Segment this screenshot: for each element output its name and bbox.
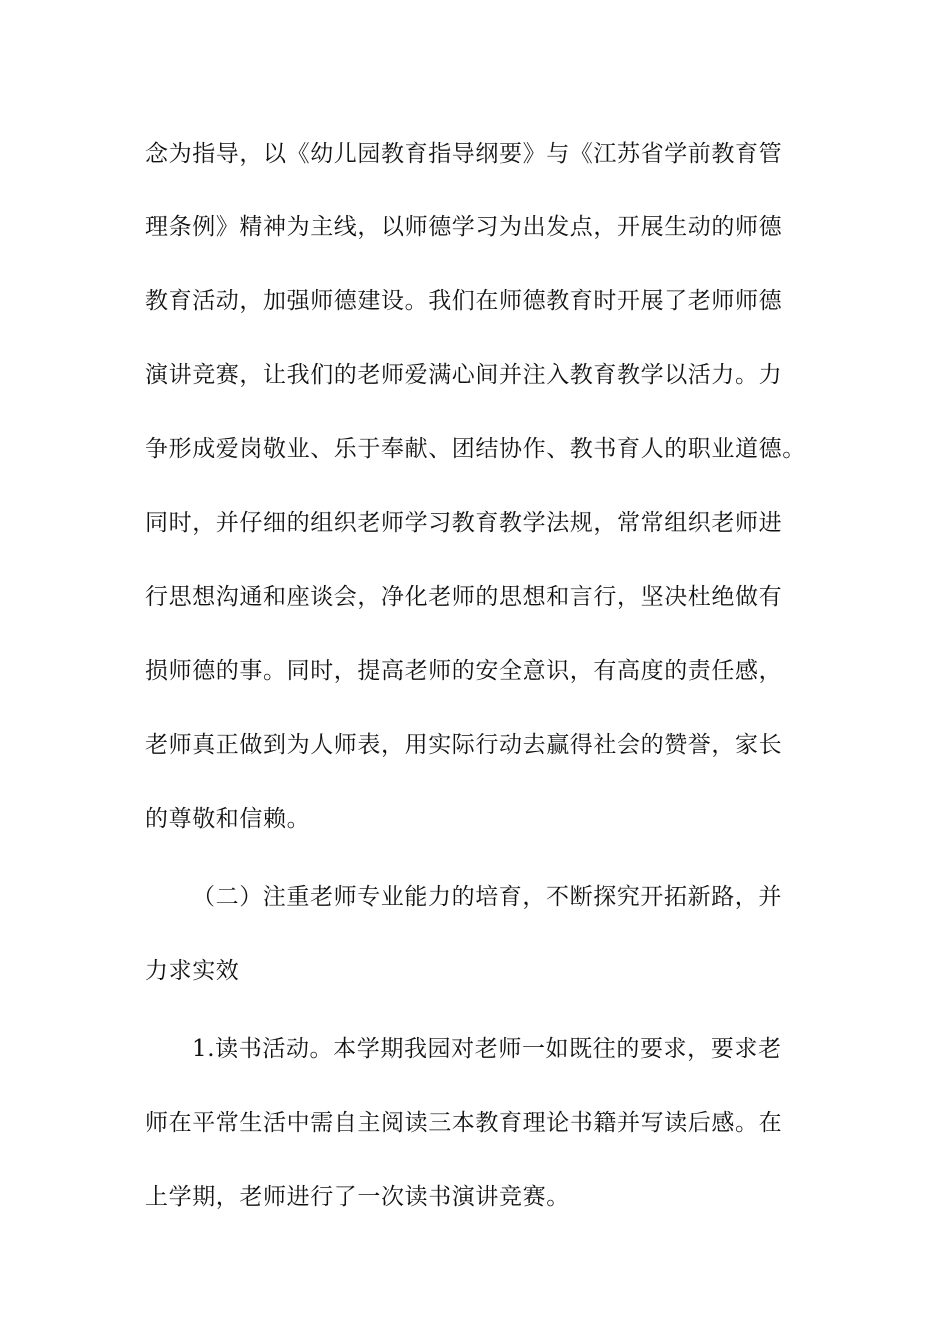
section-heading-line: 力求实效: [145, 958, 240, 984]
paragraph-line: 上学期，老师进行了一次读书演讲竞赛。: [145, 1184, 570, 1210]
paragraph-line: 同时，并仔细的组织老师学习教育教学法规，常常组织老师进: [145, 510, 783, 536]
paragraph-line: 师在平常生活中需自主阅读三本教育理论书籍并写读后感。在: [145, 1110, 783, 1136]
paragraph-line: 念为指导，以《幼儿园教育指导纲要》与《江苏省学前教育管: [145, 141, 783, 167]
paragraph-line: 行思想沟通和座谈会，净化老师的思想和言行，坚决杜绝做有: [145, 584, 783, 610]
paragraph-line: 演讲竞赛，让我们的老师爱满心间并注入教育教学以活力。力: [145, 362, 783, 388]
paragraph-line: 争形成爱岗敬业、乐于奉献、团结协作、教书育人的职业道德。: [145, 436, 806, 462]
paragraph-line: 老师真正做到为人师表，用实际行动去赢得社会的赞誉，家长: [145, 732, 783, 758]
paragraph-line: 理条例》精神为主线，以师德学习为出发点，开展生动的师德: [145, 214, 783, 240]
section-heading-line: （二）注重老师专业能力的培育，不断探究开拓新路，并: [192, 884, 782, 910]
paragraph-line: 1.读书活动。本学期我园对老师一如既往的要求，要求老: [192, 1036, 782, 1062]
paragraph-line: 的尊敬和信赖。: [145, 806, 311, 832]
paragraph-line: 损师德的事。同时，提高老师的安全意识，有高度的责任感，: [145, 658, 783, 684]
paragraph-line: 教育活动，加强师德建设。我们在师德教育时开展了老师师德: [145, 288, 783, 314]
